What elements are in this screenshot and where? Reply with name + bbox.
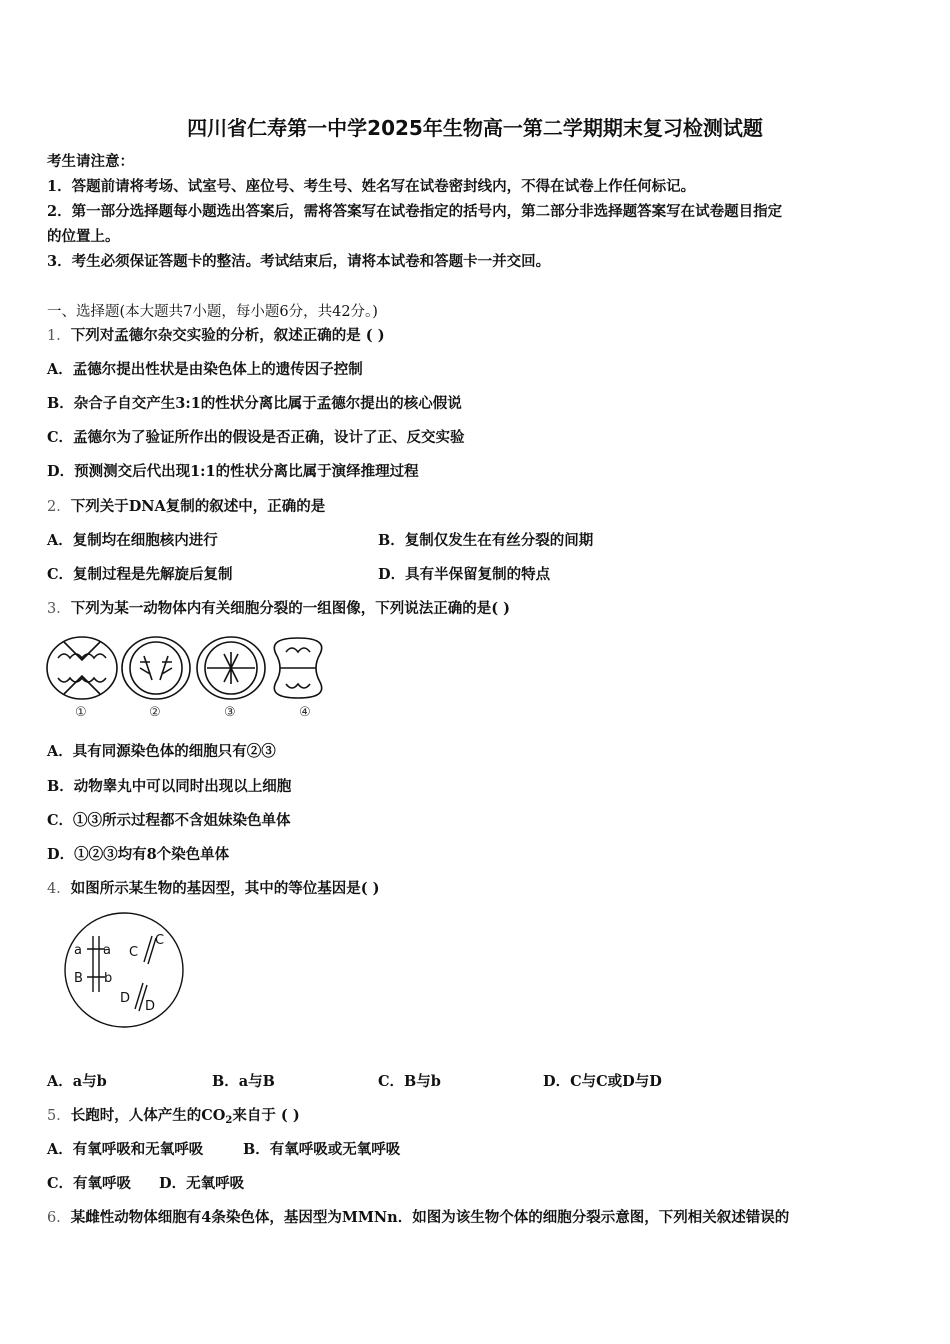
q4-option-b: B．a与B [212, 1073, 275, 1090]
gene-D-right: D [145, 999, 156, 1014]
question-number: 2． [47, 499, 71, 515]
figure-label-4: ④ [299, 705, 311, 720]
genotype-figure [64, 912, 188, 1032]
question-stem: 下列关于DNA复制的叙述中，正确的是 [70, 498, 326, 515]
gene-D-left: D [120, 991, 131, 1006]
gene-b: b [104, 971, 113, 986]
q5-option-a: A．有氧呼吸和无氧呼吸 [47, 1141, 204, 1158]
question-stem: 长跑时，人体产生的CO [70, 1107, 226, 1124]
gene-C-left: C [129, 945, 139, 960]
q1-option-d: D．预测测交后代出现1:1的性状分离比属于演绎推理过程 [47, 463, 419, 480]
question-number: 3． [47, 601, 71, 617]
question-number: 1． [47, 328, 71, 344]
question-stem: 某雌性动物体细胞有4条染色体，基因型为MMNn．如图为该生物个体的细胞分裂示意图，下列相关叙述错误的 [70, 1209, 790, 1226]
cell-2-outline [122, 637, 190, 699]
notice-item-3: 3．考生必须保证答题卡的整洁。考试结束后，请将本试卷和答题卡一并交回。 [47, 253, 551, 270]
q4-option-a: A．a与b [47, 1073, 107, 1090]
q3-option-a: A．具有同源染色体的细胞只有②③ [47, 743, 276, 760]
notice-heading: 考生请注意： [47, 153, 134, 170]
q2-option-d: D．具有半保留复制的特点 [378, 566, 551, 583]
q3-option-d: D．①②③均有8个染色单体 [47, 846, 230, 863]
q1-option-c: C．孟德尔为了验证所作出的假设是否正确，设计了正、反交实验 [47, 429, 465, 446]
question-2 [47, 497, 325, 517]
q1-option-b: B．杂合子自交产生3:1的性状分离比属于孟德尔提出的核心假说 [47, 395, 462, 412]
notice-item-2-cont: 的位置上。 [47, 228, 120, 245]
cell-division-figure [44, 632, 334, 722]
cell-1-outline [47, 637, 117, 699]
notice-item-1: 1．答题前请将考场、试室号、座位号、考生号、姓名写在试卷密封线内，不得在试卷上作任何标记。 [47, 178, 696, 195]
question-6 [47, 1208, 789, 1228]
figure-label-3: ③ [224, 705, 236, 720]
q3-option-c: C．①③所示过程都不含姐妹染色单体 [47, 812, 291, 829]
q5-option-c: C．有氧呼吸 [47, 1175, 132, 1192]
question-stem-end: 来自于 ( ) [232, 1107, 300, 1124]
question-stem: 下列对孟德尔杂交实验的分析，叙述正确的是 ( ) [70, 327, 385, 344]
q2-option-c: C．复制过程是先解旋后复制 [47, 566, 233, 583]
q1-option-a: A．孟德尔提出性状是由染色体上的遗传因子控制 [47, 361, 363, 378]
q2-option-a: A．复制均在细胞核内进行 [47, 532, 218, 549]
q4-option-c: C．B与b [378, 1073, 441, 1090]
question-stem: 下列为某一动物体内有关细胞分裂的一组图像，下列说法正确的是( ) [70, 600, 511, 617]
co2-subscript: 2 [225, 1115, 233, 1126]
q3-option-b: B．动物睾丸中可以同时出现以上细胞 [47, 778, 292, 795]
gene-C-right: C [155, 933, 165, 948]
q5-option-b: B．有氧呼吸或无氧呼吸 [243, 1141, 401, 1158]
page-title: 四川省仁寿第一中学2025年生物高一第二学期期末复习检测试题 [187, 116, 763, 140]
q2-option-b: B．复制仅发生在有丝分裂的间期 [378, 532, 594, 549]
q5-option-d: D．无氧呼吸 [159, 1175, 245, 1192]
figure-label-2: ② [149, 705, 161, 720]
question-4 [47, 879, 380, 899]
genotype-cell-outline [65, 913, 183, 1027]
gene-a-left: a [74, 943, 82, 958]
question-number: 6． [47, 1210, 71, 1226]
notice-item-2: 2．第一部分选择题每小题选出答案后，需将答案写在试卷指定的括号内，第二部分非选择题答案写在试卷题目指定 [47, 203, 783, 220]
section-heading: 一、选择题(本大题共7小题，每小题6分，共42分。) [47, 304, 378, 320]
question-number: 5． [47, 1108, 71, 1124]
question-number: 4． [47, 881, 71, 897]
question-1 [47, 326, 385, 346]
gene-B: B [74, 971, 83, 986]
figure-label-1: ① [75, 705, 87, 720]
question-stem: 如图所示某生物的基因型，其中的等位基因是( ) [70, 880, 380, 897]
q4-option-d: D．C与C或D与D [543, 1073, 662, 1090]
gene-a-right: a [103, 943, 111, 958]
question-5 [47, 1106, 300, 1131]
question-3 [47, 599, 510, 619]
